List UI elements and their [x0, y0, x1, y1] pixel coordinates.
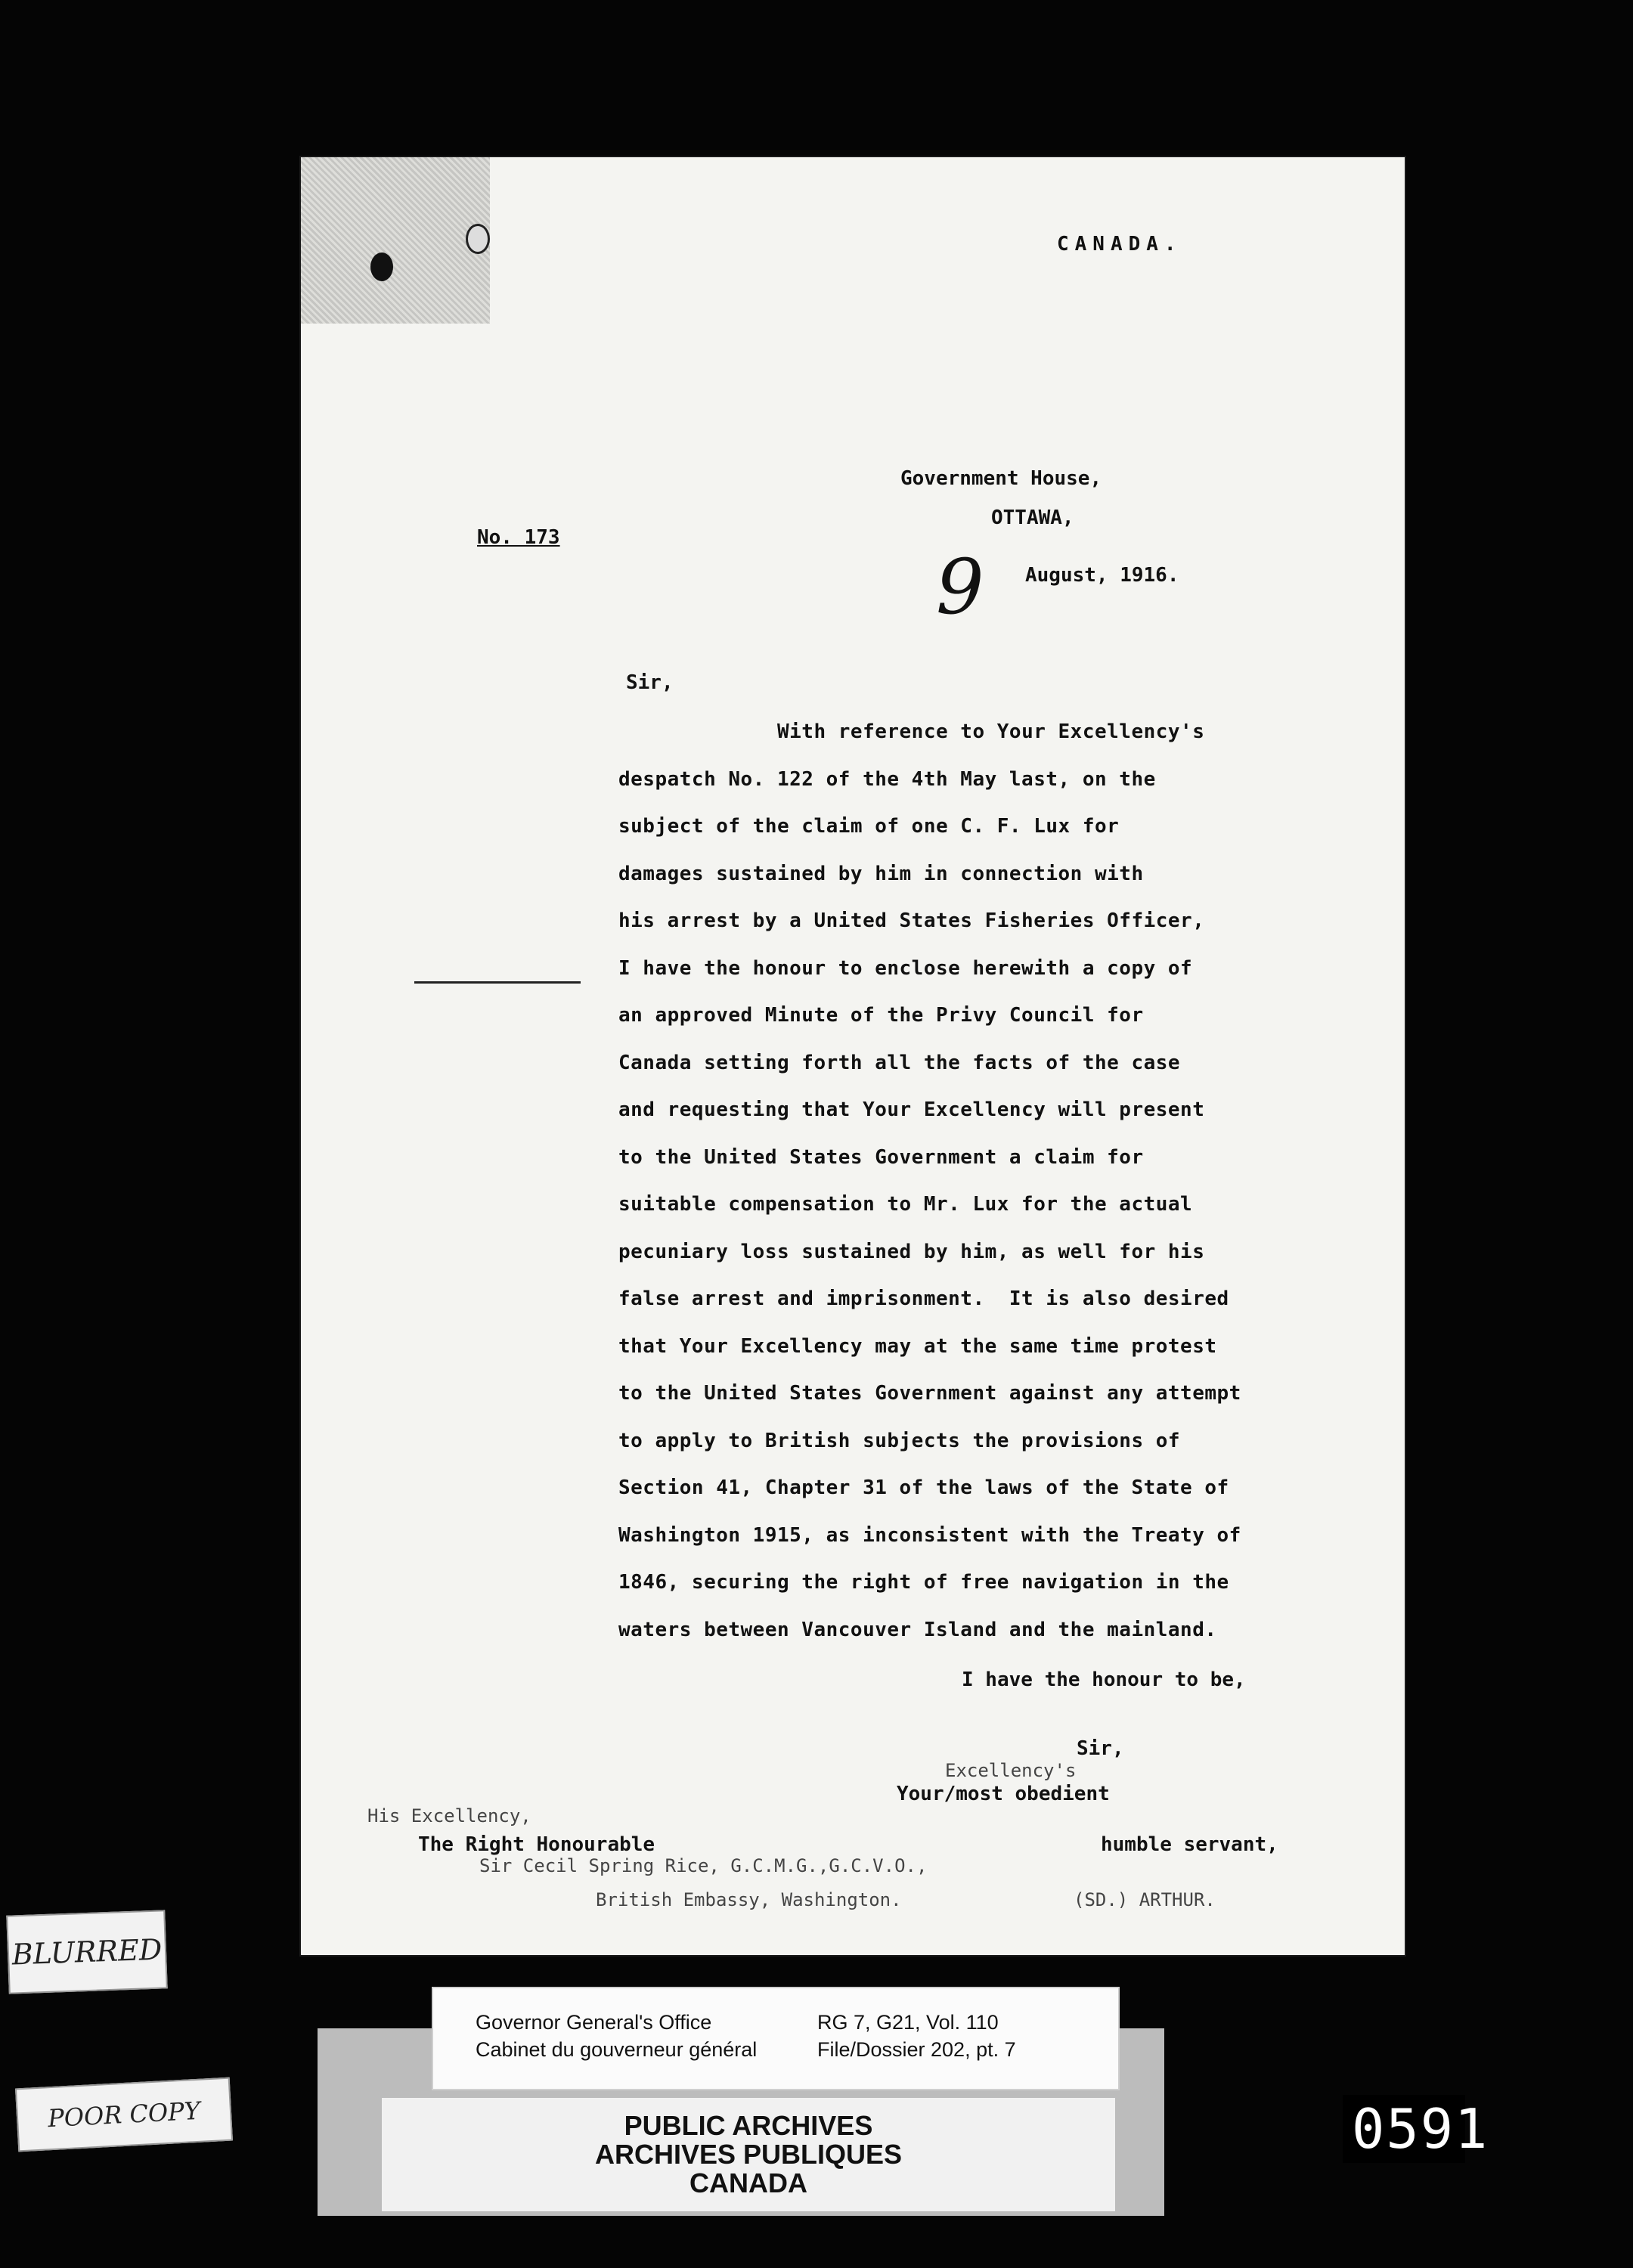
- body-line: false arrest and imprisonment. It is also desired: [618, 1287, 1229, 1310]
- addressee-line: His Excellency,: [367, 1805, 531, 1826]
- archives-banner-line: PUBLIC ARCHIVES: [624, 2110, 873, 2141]
- punch-hole: [466, 224, 490, 254]
- body-line: to the United States Government a claim for: [618, 1146, 1144, 1169]
- body-line: Canada setting forth all the facts of the case: [618, 1052, 1181, 1074]
- addressee-line: Sir Cecil Spring Rice, G.C.M.G.,G.C.V.O.,: [479, 1855, 928, 1876]
- body-line: despatch No. 122 of the 4th May last, on the: [618, 768, 1156, 791]
- salutation: Sir,: [626, 671, 674, 694]
- archive-file: File/Dossier 202, pt. 7: [817, 2038, 1016, 2061]
- body-line: to apply to British subjects the provisions of: [618, 1430, 1181, 1452]
- body-line: pecuniary loss sustained by him, as well for his: [618, 1241, 1205, 1263]
- origin-address: Government House,: [900, 467, 1102, 490]
- excellency-insert: Excellency's: [945, 1760, 1077, 1781]
- body-line: damages sustained by him in connection with: [618, 863, 1144, 885]
- archive-reference: RG 7, G21, Vol. 110: [817, 2011, 999, 2034]
- closing-line: I have the honour to be,: [962, 1668, 1246, 1691]
- archives-banner-line: CANADA: [689, 2167, 807, 2198]
- body-line: suitable compensation to Mr. Lux for the actual: [618, 1193, 1193, 1216]
- body-line: Section 41, Chapter 31 of the laws of the State of: [618, 1476, 1229, 1499]
- humble-servant: humble servant,: [1101, 1833, 1278, 1856]
- country-heading: CANADA.: [1057, 233, 1182, 256]
- body-line: to the United States Government against any attempt: [618, 1382, 1241, 1405]
- letter-page: [301, 157, 1405, 1955]
- poor-copy-note: POOR COPY: [15, 2077, 233, 2152]
- corner-stain: [301, 157, 490, 324]
- your-most-obedient: Your/most obedient: [897, 1783, 1110, 1805]
- letter-date: August, 1916.: [1025, 564, 1179, 587]
- closing-sir: Sir,: [1077, 1737, 1124, 1760]
- body-line: I have the honour to enclose herewith a copy of: [618, 957, 1193, 980]
- body-line: waters between Vancouver Island and the mainland.: [618, 1619, 1217, 1641]
- archives-banner-line: ARCHIVES PUBLIQUES: [594, 2139, 903, 2170]
- handwritten-date-day: 9: [936, 543, 984, 631]
- archives-banner: [382, 2098, 1115, 2211]
- margin-mark: [414, 981, 581, 984]
- signature: (SD.) ARTHUR.: [1074, 1889, 1216, 1910]
- body-line: that Your Excellency may at the same time protest: [618, 1335, 1217, 1358]
- body-line: and requesting that Your Excellency will present: [618, 1098, 1205, 1121]
- origin-city: OTTAWA,: [991, 507, 1074, 529]
- body-line: 1846, securing the right of free navigation in the: [618, 1571, 1229, 1594]
- frame-number: 0591: [1343, 2095, 1465, 2163]
- body-line: Washington 1915, as inconsistent with the Treaty of: [618, 1524, 1241, 1547]
- punch-hole: [370, 253, 393, 281]
- archive-label: [432, 1987, 1120, 2090]
- addressee-line: The Right Honourable: [418, 1833, 655, 1856]
- body-line: subject of the claim of one C. F. Lux for: [618, 815, 1120, 838]
- archive-office-en: Governor General's Office: [476, 2011, 712, 2034]
- blurred-note: BLURRED: [6, 1910, 168, 1994]
- body-line: With reference to Your Excellency's: [777, 720, 1205, 743]
- addressee-line: British Embassy, Washington.: [596, 1889, 902, 1910]
- body-line: an approved Minute of the Privy Council for: [618, 1004, 1144, 1027]
- despatch-number: No. 173: [477, 526, 560, 549]
- archive-office-fr: Cabinet du gouverneur général: [476, 2038, 758, 2061]
- body-line: his arrest by a United States Fisheries Officer,: [618, 909, 1205, 932]
